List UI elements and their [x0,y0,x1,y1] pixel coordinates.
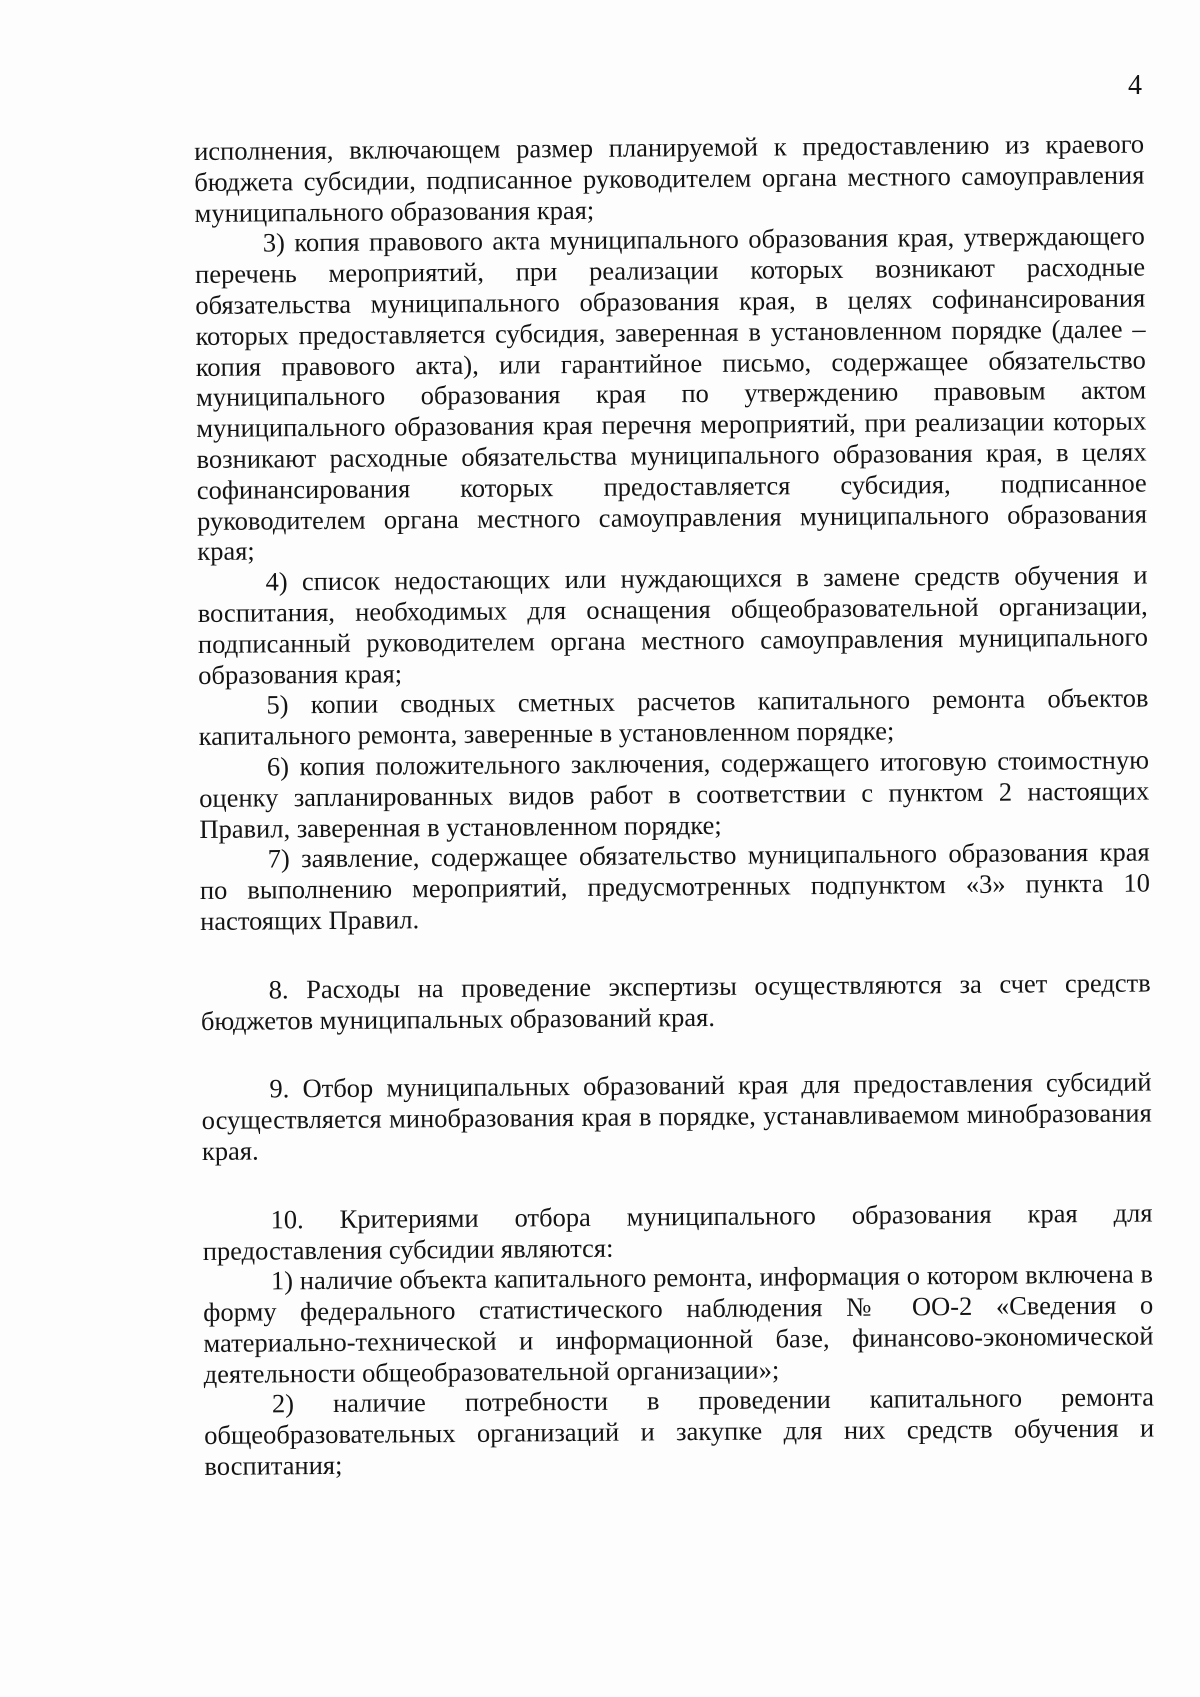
list-item-3: 3) копия правового акта муниципального образования края, утверждающего перечень мероприятий, при реализации которых возникают расходные обязательства муниципального образования края, в целях софинансирования которых предоставляется субсидия, заверенная в установленном порядке (далее – копия правового акта), или гарантийное письмо, содержащее обязательство муниципального образования края по утверждению правовым актом муниципального образования края перечня мероприятий, при реализации которых возникают расходные обязательства муниципального образования края, в целях софинансирования которых предоставляется субсидия, подписанное руководителем органа местного самоуправления муниципального образования края; [194,220,1148,567]
section-9: 9. Отбор муниципальных образований края для предоставления субсидий осуществляется минобразования края в порядке, устанавливаемом минобразования края. [201,1066,1152,1166]
document-body [194,129,1155,1482]
section-10: 10. Критериями отбора муниципального образования края для предоставления субсидии являются: [202,1197,1153,1266]
section-8: 8. Расходы на проведение экспертизы осуществляются за счет средств бюджетов муниципальных образований края. [200,967,1151,1036]
list-item-6: 6) копия положительного заключения, содержащего итоговую стоимостную оценку запланированных видов работ в соответствии с пунктом 2 настоящих Правил, заверенная в установленном порядке; [199,744,1150,844]
list-item-5: 5) копии сводных сметных расчетов капитального ремонта объектов капитального ремонта, заверенные в установленном порядке; [198,682,1149,752]
criterion-1: 1) наличие объекта капитального ремонта, информация о котором включена в форму федерального статистического наблюдения № ОО-2 «Сведения о материально-технической и информационной базе, финансово-экономической деятельности общеобразовательной организации»; [203,1258,1154,1389]
list-item-7: 7) заявление, содержащее обязательство муниципального образования края по выполнению мероприятий, предусмотренных подпунктом «3» пункта 10 настоящих Правил. [199,836,1151,936]
paragraph-continuation: исполнения, включающем размер планируемой к предоставлению из краевого бюджета субсидии, подписанное руководителем органа местного самоуправления муниципального образования края; [194,128,1145,228]
criterion-2: 2) наличие потребности в проведении капитального ремонта общеобразовательных организаций и закупке для них средств обучения и воспитания; [204,1381,1155,1482]
list-item-4: 4) список недостающих или нуждающихся в замене средств обучения и воспитания, необходимых для оснащения общеобразовательной организации, подписанный руководителем органа местного самоуправления муниципального образования края; [197,559,1149,690]
page-number: 4 [1128,70,1142,101]
